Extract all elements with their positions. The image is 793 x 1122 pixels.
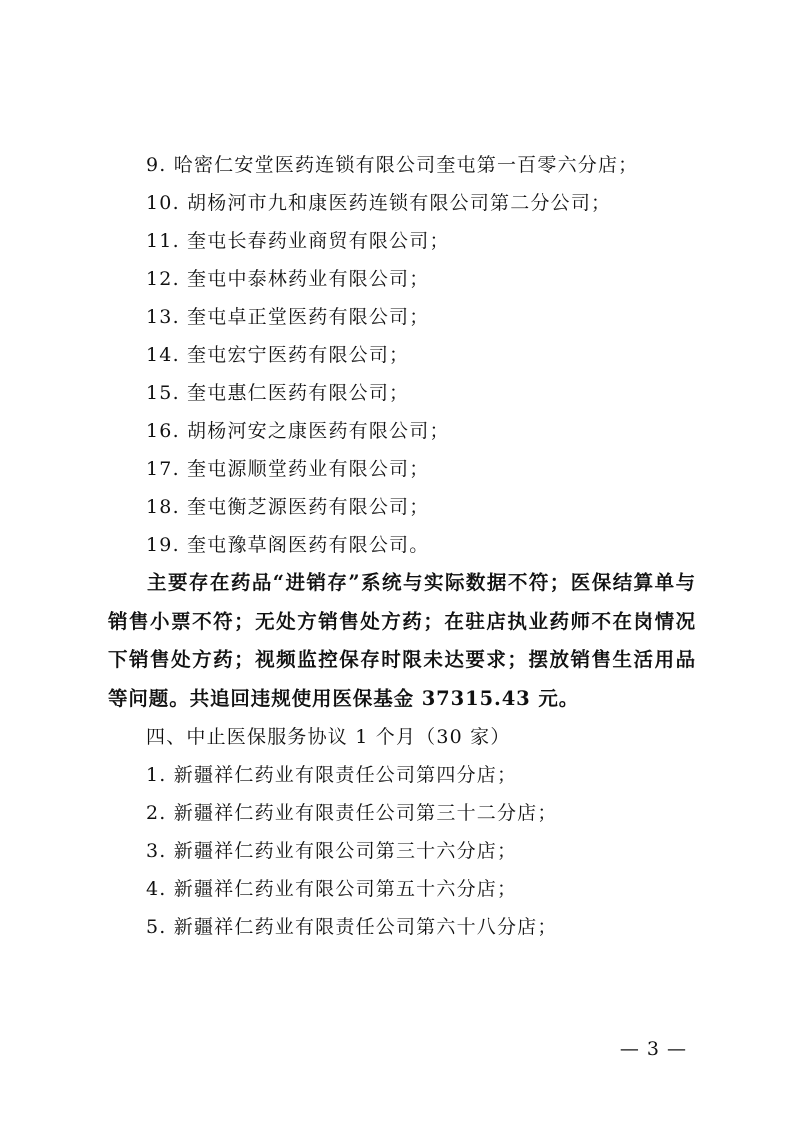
list-item: 13. 奎屯卓正堂医药有限公司； [146,306,430,328]
document-body [108,146,698,946]
list-item: 2. 新疆祥仁药业有限责任公司第三十二分店； [146,802,558,824]
list-item: 16. 胡杨河安之康医药有限公司； [146,420,450,442]
list-item: 17. 奎屯源顺堂药业有限公司； [146,458,430,480]
list-item: 18. 奎屯衡芝源医药有限公司； [146,496,430,518]
summary-paragraph: 主要存在药品“进销存”系统与实际数据不符；医保结算单与销售小票不符；无处方销售处方药；在驻店执业药师不在岗情况下销售处方药；视频监控保存时限未达要求；摆放销售生活用品等问题。共追回违规使用医保基金 37315.43 元。 [108,571,696,710]
section-heading: 四、中止医保服务协议 1 个月（30 家） [146,726,511,748]
list-item: 9. 哈密仁安堂医药连锁有限公司奎屯第一百零六分店； [146,154,639,176]
list-item: 4. 新疆祥仁药业有限公司第五十六分店； [146,878,518,900]
list-item: 3. 新疆祥仁药业有限公司第三十六分店； [146,840,518,862]
page-number: — 3 — [619,1038,687,1060]
list-item: 10. 胡杨河市九和康医药连锁有限公司第二分公司； [146,192,612,214]
list-item: 1. 新疆祥仁药业有限责任公司第四分店； [146,764,518,786]
list-item: 14. 奎屯宏宁医药有限公司； [146,344,410,366]
list-item: 11. 奎屯长春药业商贸有限公司； [146,230,450,252]
list-item: 12. 奎屯中泰林药业有限公司； [146,268,430,290]
list-item: 19. 奎屯豫草阁医药有限公司。 [146,534,430,556]
list-item: 5. 新疆祥仁药业有限责任公司第六十八分店； [146,916,558,938]
list-item: 15. 奎屯惠仁医药有限公司； [146,382,410,404]
